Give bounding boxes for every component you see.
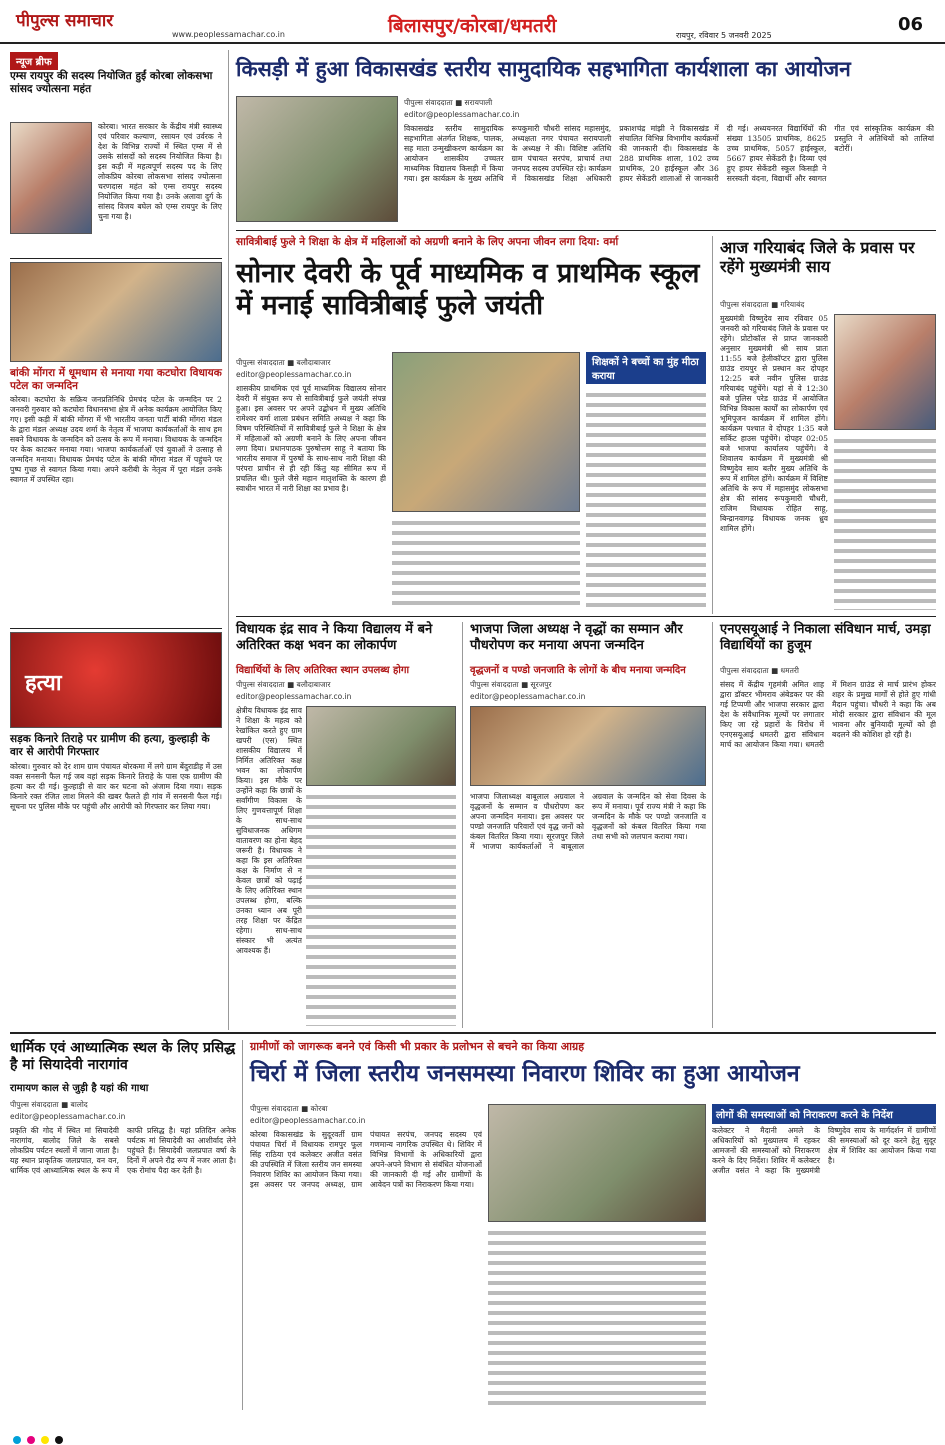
sonar-caption: शिक्षकों ने बच्चों का मुंह मीठा कराया (586, 352, 706, 384)
camp-photo (488, 1104, 706, 1222)
nsui-headline: एनएसयूआई ने निकाला संविधान मार्च, उमड़ा विद्यार्थियों का हुजूम (720, 622, 931, 653)
camp-byline: पीपुल्स संवाददाता ■ कोरबा (250, 1104, 328, 1113)
brief-1-headline: एम्स रायपुर की सदस्य नियोजित हुईं कोरबा लोकसभा सांसद ज्योत्सना महंत (10, 70, 213, 95)
mla-headline: विधायक इंद्र साव ने किया विद्यालय में बने अतिरिक्त कक्ष भवन का लोकार्पण (236, 622, 433, 653)
dateline: रायपुर, रविवार 5 जनवरी 2025 (676, 31, 772, 40)
camp-box-text: कलेक्टर ने मैदानी अमले के अधिकारियों को मुख्यालय में रहकर आमजनों की समस्याओं को निराकरण करने के दिए निर्देश। शिविर में कलेक्टर अजीत वसंत ने कहा कि मुख्यमंत्री विष्णुदेव साय के मार्गदर्शन में ग्रामीणों की समस्याओं को दूर करने हेतु सुदूर क्षेत्र में शिविर का आयोजन किया गया है। (712, 1126, 936, 1175)
camp-email[interactable]: editor@peoplessamachar.co.in (250, 1116, 366, 1125)
mla-photo (306, 706, 456, 786)
jayanti-photo (392, 352, 580, 512)
website-url[interactable]: www.peoplessamachar.co.in (172, 30, 285, 39)
cm-portrait (834, 314, 936, 430)
page-number: 06 (898, 14, 924, 35)
mla-subheadline: विद्यार्थियों के लिए अतिरिक्त स्थान उपलब्ध होगा (236, 665, 410, 676)
sonar-text-col3 (392, 518, 580, 610)
religious-text: प्रकृति की गोद में स्थित मां सियादेवी नारागांव, बालोद जिले के सबसे लोकप्रिय पर्यटन स्थलों में जाना जाता है। यह स्थान प्राकृतिक जलप्रपात, वन वन, धार्मिक एवं आध्यात्मिक स्थल के रूप में काफी प्रसिद्ध है। यहां प्रतिदिन अनेक पर्यटक मां सियादेवी का आशीर्वाद लेने पहुंचते हैं। सियादेवी जलप्रपात वर्षा के दिनों में अपने रौद्र रूप में नजर आता है। एक रोमांच पैदा कर देती है। (10, 1126, 236, 1175)
birthday-photo (10, 262, 222, 362)
religious-byline: पीपुल्स संवाददाता ■ बालोद (10, 1100, 88, 1109)
news-brief-label (10, 50, 220, 70)
cm-text-col2 (834, 436, 936, 610)
camp-headline: चिर्रा में जिला स्तरीय जनसमस्या निवारण शिविर का हुआ आयोजन (250, 1060, 800, 1087)
brief-2-headline: बांकी मोंगरा में धूमधाम से मनाया गया कटघोरा विधायक पटेल का जन्मदिन (10, 367, 222, 392)
top-story-headline: किसड़ी में हुआ विकासखंड स्तरीय सामुदायिक सहभागिता कार्यशाला का आयोजन (236, 56, 851, 81)
religious-email[interactable]: editor@peoplessamachar.co.in (10, 1112, 126, 1121)
crime-photo-label: हत्या (25, 670, 62, 696)
religious-subheadline: रामायण काल से जुड़ी है यहां की गाथा (10, 1083, 149, 1094)
mla-byline: पीपुल्स संवाददाता ■ बलौदाबाजार (236, 680, 331, 689)
bjp-subheadline: वृद्धजनों व पण्डो जनजाति के लोगों के बीच मनाया जन्मदिन (470, 665, 686, 676)
top-story-text: विकासखंड स्तरीय सामुदायिक सहभागिता अंतर्गत शिक्षक, पालक, सह माता उन्मुखीकरण कार्यक्रम का आयोजन शासकीय उच्चतर माध्यमिक विद्यालय किसड़ी में किया गया। इस कार्यक्रम के मुख्य अतिथि रूपकुमारी चौधरी सांसद महासमुंद, अध्यक्षता नगर पंचायत सरायपाली के अध्यक्ष ने की। विशिष्ट अतिथि ग्राम पंचायत सरपंच, प्राचार्य तथा जनपद सदस्य उपस्थित रहे। कार्यक्रम में विकासखंड शिक्षा अधिकारी प्रकाशचंद्र मांझी ने विकासखंड में संचालित विभिन्न विभागीय कार्यक्रमों की जानकारी दी। विकासखंड के 288 प्राथमिक शाला, 102 उच्च प्राथमिक, 20 हाईस्कूल और 36 हायर सेकेंडरी शालाओं से जानकारी दी गई। अध्ययनरत विद्यार्थियों की संख्या 13505 प्राथमिक, 8625 उच्च प्राथमिक, 5057 हाईस्कूल, 5667 हायर सेकेंडरी है। दिव्या एवं हुए हायर सेकेंडरी स्कूल किसड़ी ने सरस्वती वंदना, विद्यार्थी और स्वागत गीत एवं सांस्कृतिक कार्यक्रम की प्रस्तुति ने अतिथियों को तालियां बटोरीं। (404, 124, 934, 183)
mp-portrait (10, 122, 92, 234)
camp-box-title-bar (712, 1104, 936, 1124)
mla-text: क्षेत्रीय विधायक इंद्र साव ने शिक्षा के महत्व को रेखांकित करते हुए ग्राम खपरी (एस) स्थित शासकीय विद्यालय में निर्मित अतिरिक्त कक्ष भवन का लोकार्पण किया। इस मौके पर उन्होंने कहा कि छात्रों के सर्वांगीण विकास के लिए गुणवत्तापूर्ण शिक्षा के साथ-साथ सुविधाजनक अधिगम वातावरण का होना बेहद जरूरी है। विधायक ने कहा कि इस अतिरिक्त कक्ष के निर्माण से न केवल छात्रों को पढ़ाई के लिए अतिरिक्त स्थान उपलब्ध होगा, बल्कि उनका ध्यान अब पूरी तरह शिक्षा पर केंद्रित रहेगा। साथ-साथ संस्कार भी अत्यंत आवश्यक हैं। (236, 706, 302, 955)
brief-tag: न्यूज ब्रीफ (10, 52, 58, 70)
camp-text: कोरबा विकासखंड के सुदूरवर्ती ग्राम पंचायत चिर्रा में विधायक रामपुर फूल सिंह राठिया एवं कलेक्टर अजीत वसंत की उपस्थिति में जिला स्तरीय जन समस्या निवारण शिविर का आयोजन किया गया। इस अवसर पर जनपद अध्यक्ष, ग्राम पंचायत सरपंच, जनपद सदस्य एवं गणमान्य नागरिक उपस्थित थे। शिविर में विभिन्न विभागों के अधिकारियों द्वारा अपने-अपने विभाग से संबंधित योजनाओं की जानकारी दी गई और ग्रामीणों के आवेदन पत्रों का निराकरण किया गया। (250, 1130, 482, 1189)
sonar-text-col2 (586, 390, 706, 610)
bjp-photo (470, 706, 706, 786)
nsui-text: संसद में केंद्रीय गृहमंत्री अमित शाह द्वारा डॉक्टर भीमराव अंबेडकर पर की गई टिप्पणी और भाजपा सरकार द्वारा देश के संवैधानिक मूल्यों पर लगातार किए जा रहे प्रहारों के विरोध में एनएसयूआई धमतरी द्वारा संविधान मार्च का आयोजन किया गया। धमतरी में मिशन ग्राउंड से मार्च प्रारंभ होकर शहर के प्रमुख मार्गों से होते हुए गांधी मैदान पहुंचा। चौधरी ने कहा कि अब मोदी सरकार द्वारा संविधान की मूल भावना और बुनियादी मूल्यों को ही बदलने की कोशिश हो रही है। (720, 680, 936, 749)
sonar-kicker: सावित्रीबाई फुले ने शिक्षा के क्षेत्र में महिलाओं को अग्रणी बनाने के लिए अपना जीवन लगा दिया: वर्मा (236, 236, 619, 248)
top-story-byline: पीपुल्स संवाददाता ■ सरायपाली (404, 98, 493, 107)
bjp-email[interactable]: editor@peoplessamachar.co.in (470, 692, 586, 701)
brief-2-text: कोरबा। कटघोरा के सक्रिय जनप्रतिनिधि प्रेमचंद पटेल के जन्मदिन पर 2 जनवरी गुरुवार को कटघोरा विधानसभा क्षेत्र में अनेक कार्यक्रम आयोजित किए गए। इसी कड़ी में बांकी मोंगरा में भी भारतीय जनता पार्टी बांकी मोंगरा मंडल के द्वारा मंडल अध्यक्ष उदय शर्मा के नेतृत्व में भाजपा कार्यकर्ताओं के साथ हम सबने विधायक के जन्मदिन को उत्सव के रूप में मनाया। विधायक के जन्मदिन पर केक काटकर मनाया गया। भाजपा कार्यकर्ताओं एवं युवाओं ने उत्साह से जन्मदिन मनाया। विधायक प्रेमचंद पटेल के बांकी मोंगरा मंडल में पहुंचने पर पुष्प गुच्छ से स्वागत किया गया। अपने करीबी के नेतृत्व में पूरा मंडल उनके स्वागत में उपस्थित रहा। (10, 395, 222, 484)
cm-headline: आज गरियाबंद जिले के प्रवास पर रहेंगे मुख्यमंत्री साय (720, 238, 915, 277)
camp-kicker: ग्रामीणों को जागरूक बनने एवं किसी भी प्रकार के प्रलोभन से बचने का किया आग्रह (250, 1040, 585, 1053)
brief-3-text: कोरबा। गुरुवार को देर शाम ग्राम पंचायत बोरकमा में लगे ग्राम बेंदुराडीह में उस वक्त सनसनी फैल गई जब वहां सड़क किनारे तिराहे के पास एक ग्रामीण की हत्या कर दी गई। कुल्हाड़ी से वार कर घटना को अंजाम दिया गया। सड़क किनारे रक्त रंजित लाश मिलने की खबर फैलते ही गांव में सनसनी फैल गई। सूचना पर पुलिस मौके पर पहुंची और आरोपी को गिरफ्तार कर लिया गया। (10, 762, 222, 811)
newspaper-logo: पीपुल्स समाचार (16, 11, 114, 31)
cm-text: मुख्यमंत्री विष्णुदेव साय रविवार 05 जनवरी को गरियाबंद जिले के प्रवास पर रहेंगे। प्रोटोकॉल से प्राप्त जानकारी अनुसार मुख्यमंत्री श्री साय प्रातः 11:55 बजे हेलीकॉप्टर द्वारा पुलिस ग्राउंड रायपुर से प्रस्थान कर दोपहर 12:25 बजे नवीन पुलिस ग्राउंड गरियाबंद पहुंचेंगे। यहां से वे 12:30 बजे पुलिस परेड ग्राउंड में आयोजित विभिन्न विकास कार्यों का लोकार्पण एवं भूमिपूजन कार्यक्रम में शामिल होंगे। कार्यक्रम पश्चात वे दोपहर 1:35 बजे सर्किट हाउस पहुंचेंगे। दोपहर 02:05 बजे भाजपा कार्यालय पहुंचेंगे। वे शिवालय कार्यक्रम में मुख्यमंत्री श्री विष्णुदेव साय बतौर मुख्य अतिथि के रूप में शामिल होंगे। कार्यक्रम में विशिष्ट अतिथि के रूप में महासमुंद लोकसभा क्षेत्र की सांसद रूपकुमारी चौधरी, राजिम विधायक रोहित साहू, बिन्द्रानवागढ़ विधायक जनक ध्रुव शामिल होंगे। (720, 314, 828, 533)
cm-byline: पीपुल्स संवाददाता ■ गरियाबंद (720, 300, 805, 309)
sonar-caption-box (586, 352, 706, 384)
religious-headline: धार्मिक एवं आध्यात्मिक स्थल के लिए प्रसिद्ध है मां सियादेवी नारागांव (10, 1040, 236, 1073)
sonar-headline: सोनार देवरी के पूर्व माध्यमिक व प्राथमिक स्कूल में मनाई सावित्रीबाई फुले जयंती (236, 258, 700, 322)
print-registration-marks (0, 1429, 945, 1439)
sonar-email[interactable]: editor@peoplessamachar.co.in (236, 370, 352, 379)
crime-photo (10, 632, 222, 728)
brief-3-headline: सड़क किनारे तिराहे पर ग्रामीण की हत्या, कुल्हाड़ी के वार से आरोपी गिरफ्तार (10, 733, 210, 758)
mla-text-col2 (306, 792, 456, 1026)
bjp-byline: पीपुल्स संवाददाता ■ सूरजपुर (470, 680, 552, 689)
bjp-text: भाजपा जिलाध्यक्ष बाबूलाल अग्रवाल ने वृद्धजनों के सम्मान व पौधरोपण कर अपना जन्मदिन मनाया। इस अवसर पर पण्डो जनजाति परिवारों एवं वृद्ध जनों को कंबल वितरित किया गया। सूरजपुर जिले में भाजपा कार्यकर्ताओं ने बाबूलाल अग्रवाल के जन्मदिन को सेवा दिवस के रूप में मनाया। पूर्व राज्य मंत्री ने कहा कि जन्मदिन के मौके पर पण्डो जनजाति व वृद्धजनों को कंबल वितरित किया गया तथा सभी को जलपान कराया गया। (470, 792, 706, 851)
workshop-photo (236, 96, 398, 222)
sonar-byline: पीपुल्स संवाददाता ■ बलौदाबाजार (236, 358, 331, 367)
bjp-headline: भाजपा जिला अध्यक्ष ने वृद्धों का सम्मान और पौधरोपण कर मनाया अपना जन्मदिन (470, 622, 683, 653)
nsui-byline: पीपुल्स संवाददाता ■ धमतरी (720, 666, 799, 675)
sonar-text: शासकीय प्राथमिक एवं पूर्व माध्यमिक विद्यालय सोनार देवरी में संयुक्त रूप से सावित्रीबाई फुले जयंती संपन्न हुआ। इस अवसर पर अपने उद्बोधन में मुख्य अतिथि रामेश्वर वर्मा शाला प्रबंधन समिति अध्यक्ष ने कहा कि विषम परिस्थितियों में सावित्रीबाई फुले ने शिक्षा के क्षेत्र में महिलाओं को अग्रणी बनाने के लिए अपना जीवन लगा दिया। प्रधानपाठक पुरुषोत्तम साहू ने बताया कि भारतीय समाज में पुरुषों के साथ-साथ नारी शिक्षा की परंपरा प्राचीन से ही रही किंतु यह सीमित रूप में प्रचलित थी। फुले जैसे महान मातृशक्ति के कारण ही स्वाधीन भारत में नारी शिक्षा का प्रभाव है। (236, 384, 386, 493)
camp-text-col2 (488, 1228, 706, 1406)
brief-1-text: कोरबा। भारत सरकार के केंद्रीय मंत्री स्वास्थ्य एवं परिवार कल्याण, रसायन एवं उर्वरक ने देश के विभिन्न राज्यों में स्थित एम्स में से उसके सांसदों को सदस्य नियोजित किया है। इस कड़ी में महत्वपूर्ण सदस्य पद के लिए लोकप्रिय कोरबा लोकसभा सांसद ज्योत्सना चरणदास महंत को एम्स रायपुर सदस्य नियोजित किया गया है। उनके अलावा दुर्ग के सांसद विजय बघेल को एम्स रायपुर के लिए चुना गया है। (98, 122, 222, 221)
section-title: बिलासपुर/कोरबा/धमतरी (388, 15, 557, 37)
mla-email[interactable]: editor@peoplessamachar.co.in (236, 692, 352, 701)
camp-box-title: लोगों की समस्याओं को निराकरण करने के निर्देश (716, 1110, 893, 1121)
top-story-email[interactable]: editor@peoplessamachar.co.in (404, 110, 520, 119)
